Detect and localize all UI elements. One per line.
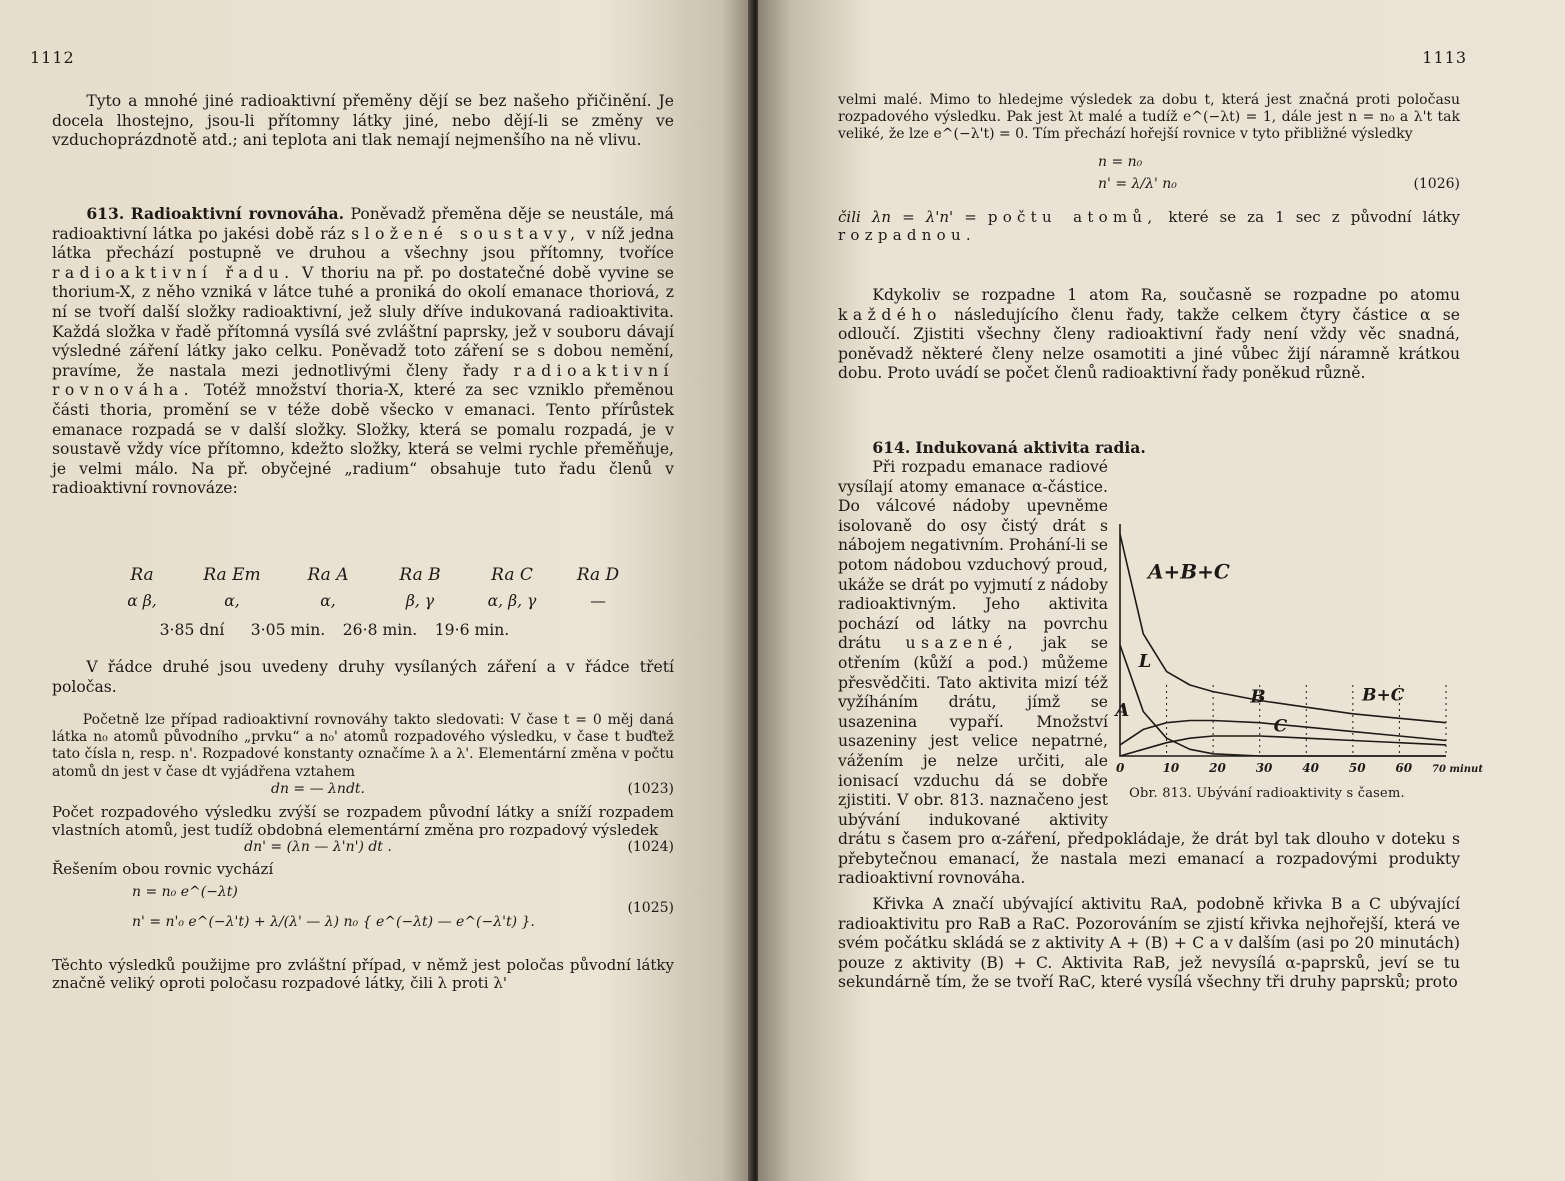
- x-tick-label: 0: [1116, 761, 1125, 775]
- equation-1026b: n' = λ/λ' n₀ (1026): [1098, 175, 1460, 192]
- section-613: 613. Radioaktivní rovnováha. Poněvadž přeměna děje se neustále, má radioaktivní látka po jakési době ráz složené soustavy, v níž jedna látka přechází postupně ve druhou a všechny jsou přítomny, tvoříce radioaktivní řadu. V thoriu na př. po dostatečné době vyvine se thorium-X, z něho vzniká v látce tuhé a proniká do okolí emanace thoriová, z ní se tvoří další složky radioaktivní, jež sluly dříve indukovaná radioaktivita. Každá složka v řadě přítomná vysílá své zvláštní paprsky, jež v souboru dávají výsledné záření látky jako celku. Poněvadž toto záření se s dobou nemění, pravíme, že nastala mezi jednotlivými členy řady radioaktivní rovnováha. Totéž množství thoria-X, které za sec vzniklo přeměnou části thoria, promění se v téže době všecko v emanaci. Tento přírůstek emanace rozpadá se v další složky. Složky, která se pomalu rozpadá, je v soustavě vždy více přítomno, kdežto složky, která se velmi rychle přeměňuje, je velmi málo. Na př. obyčejné „radium“ obsahuje tuto řadu členů v radioaktivní rovnováze:: [52, 204, 674, 498]
- figure-813: [1080, 494, 1483, 801]
- equation-1023: dn = — λndt. (1023): [271, 780, 674, 797]
- x-tick-label: 50: [1348, 761, 1366, 775]
- section-614-body: Při rozpadu emanace radiové vysílají atomy emanace α-částice. Do válcové nádoby upevněme isolovaně do osy čistý drát s nábojem negativním. Prohání-li se potom nádobou vzduchový proud, ukáže se drát po vyjmutí z nádoby radioaktivným. Jeho aktivita pochází od látky na povrchu drátu usazené, jak se otřením (kůží a pod.) můžeme přesvědčiti. Tato aktivita mizí též vyžíháním drátu, jímž se usazenina vypaří. Množství usazeniny jest velice nepatrné, vážením je nelze určiti, ale ionisací vzduchu dá se dobře zjistiti. V obr. 813. naznačeno jest ubývání indukované aktivity drátu s časem pro α-záření, předpokládaje, že drát byl tak dlouho v doteku s přebytečnou emanací, že nastala mezi emanací a rozpadovými produkty radioaktivní rovnováha. Křivka A značí ubývající aktivitu RaA, podobně křivka B a C ubývající radioaktivitu pro RaB a RaC. Pozorováním se zjistí křivka nejhořejší, která ve svém počátku skládá se z aktivity A + (B) + C a v dalším (asi po 20 minutách) pouze z aktivity (B) + C. Aktivita RaB, jež nevysílá α-paprsků, jeví se tu sekundárně tím, že se tvoří RaC, které vysílá všechny tři druhy paprsků; proto: [838, 458, 1460, 992]
- rows-paragraph: V řádce druhé jsou uvedeny druhy vysílaných záření a v řádce třetí poločas.: [52, 658, 674, 696]
- curve-label: L: [1138, 651, 1152, 673]
- section-number: 613.: [86, 204, 125, 223]
- x-tick-label: 40: [1302, 761, 1319, 775]
- x-tick-label: 10: [1162, 761, 1180, 775]
- x-tick-label: 70 minut: [1432, 764, 1483, 775]
- page-number: 1112: [30, 48, 75, 67]
- curve-label: A: [1115, 700, 1130, 722]
- curve-label: B+C: [1362, 685, 1405, 706]
- continued-math: velmi malé. Mimo to hledejme výsledek za dobu t, která jest značná proti poločasu rozpadového výsledku. Pak jest λt malé a tudíž e^(−λt) = 1, dále jest n = n₀ a λ't tak veliké, že lze e^(−λ't) = 0. Tím přechází hořejší rovnice v tyto přibližné výsledky n = n₀ n' = λ/λ' n₀ (1026) čili λn = λ'n' = počtu atomů, které se za 1 sec z původní látky rozpadnou.: [838, 92, 1460, 244]
- equation-1025b: n' = n'₀ e^(−λ't) + λ/(λ' — λ) n₀ { e^(−λt) — e^(−λ't) }. (1025): [132, 900, 674, 931]
- figure-caption: Obr. 813. Ubývání radioaktivity s časem.: [1129, 786, 1405, 801]
- equation-1024: dn' = (λn — λ'n') dt . (1024): [244, 838, 674, 855]
- rays-row: α β, α, α, β, γ α, β, γ —: [127, 591, 606, 610]
- x-tick-label: 30: [1255, 761, 1273, 775]
- chart-ticks: [1116, 761, 1483, 775]
- equation-1025a: n = n₀ e^(−λt): [132, 884, 238, 901]
- chart-labels: [1113, 559, 1404, 736]
- decay-chart: [1080, 494, 1483, 780]
- left-page: [0, 0, 752, 1181]
- halflife-row: 3·85 dní 3·05 min. 26·8 min. 19·6 min.: [159, 621, 510, 640]
- section-614-head: 614. Indukovaná aktivita radia.: [872, 438, 1146, 457]
- curve-label: C: [1273, 716, 1288, 737]
- curve-label: A+B+C: [1147, 559, 1230, 584]
- section-title: Radioaktivní rovnováha.: [130, 204, 345, 223]
- x-tick-label: 20: [1209, 761, 1226, 775]
- equation-1026a: n = n₀: [1098, 153, 1143, 170]
- intro-text: Tyto a mnohé jiné radioaktivní přeměny dějí se bez našeho přičinění. Je docela lhostejno, jsou-li přítomny látky jiné, nebo dějí-li se změny ve vzduchoprázdnotě atd.; ani teplota ani tlak nemají nejmenšího na ně vlivu.: [52, 92, 674, 150]
- intro-paragraph: [52, 92, 674, 151]
- x-tick-label: 60: [1395, 761, 1413, 775]
- math-block: Početně lze případ radioaktivní rovnováhy takto sledovati: V čase t = 0 měj daná látka n₀ atomů původního „prvku“ a n₀' atomů rozpadového výsledku, v čase t buďtež tato čísla n, resp. n'. Rozpadové konstanty označíme λ a λ'. Elementární změna v počtu atomů dn jest v čase dt vyjádřena vztahem dn = — λndt. (1023) Počet rozpadového výsledku zvýší se rozpadem původní látky a sníží rozpadem vlastních atomů, jest tudíž obdobná elementární změna pro rozpadový výsledek dn' = (λn — λ'n') dt . (1024) Řešením obou rovnic vychází n = n₀ e^(−λt) n' = n'₀ e^(−λ't) + λ/(λ' — λ) n₀ { e^(−λt) — e^(−λ't) }. (1025) Těchto výsledků použijme pro zvláštní případ, v němž jest poločas původní látky značně veliký oproti poločasu rozpadové látky, čili λ proti λ': [52, 712, 674, 993]
- atom-paragraph: Kdykoliv se rozpadne 1 atom Ra, současně se rozpadne po atomu každého následujícího členu řady, takže celkem čtyry částice α se odloučí. Zjistiti všechny členy radioaktivní řady není vždy věc snadná, poněvadž některé členy nelze osamotiti a jiné vůbec žijí náramně krátkou dobu. Proto uvádí se počet členů radioaktivní řady poněkud různě.: [838, 286, 1460, 383]
- page-number-right: 1113: [1422, 48, 1467, 67]
- curve-label: B: [1250, 686, 1266, 708]
- chain-row: Ra Ra Em Ra A Ra B Ra C Ra D: [130, 565, 620, 585]
- decay-chain: [52, 566, 674, 641]
- right-page: [758, 0, 1565, 1181]
